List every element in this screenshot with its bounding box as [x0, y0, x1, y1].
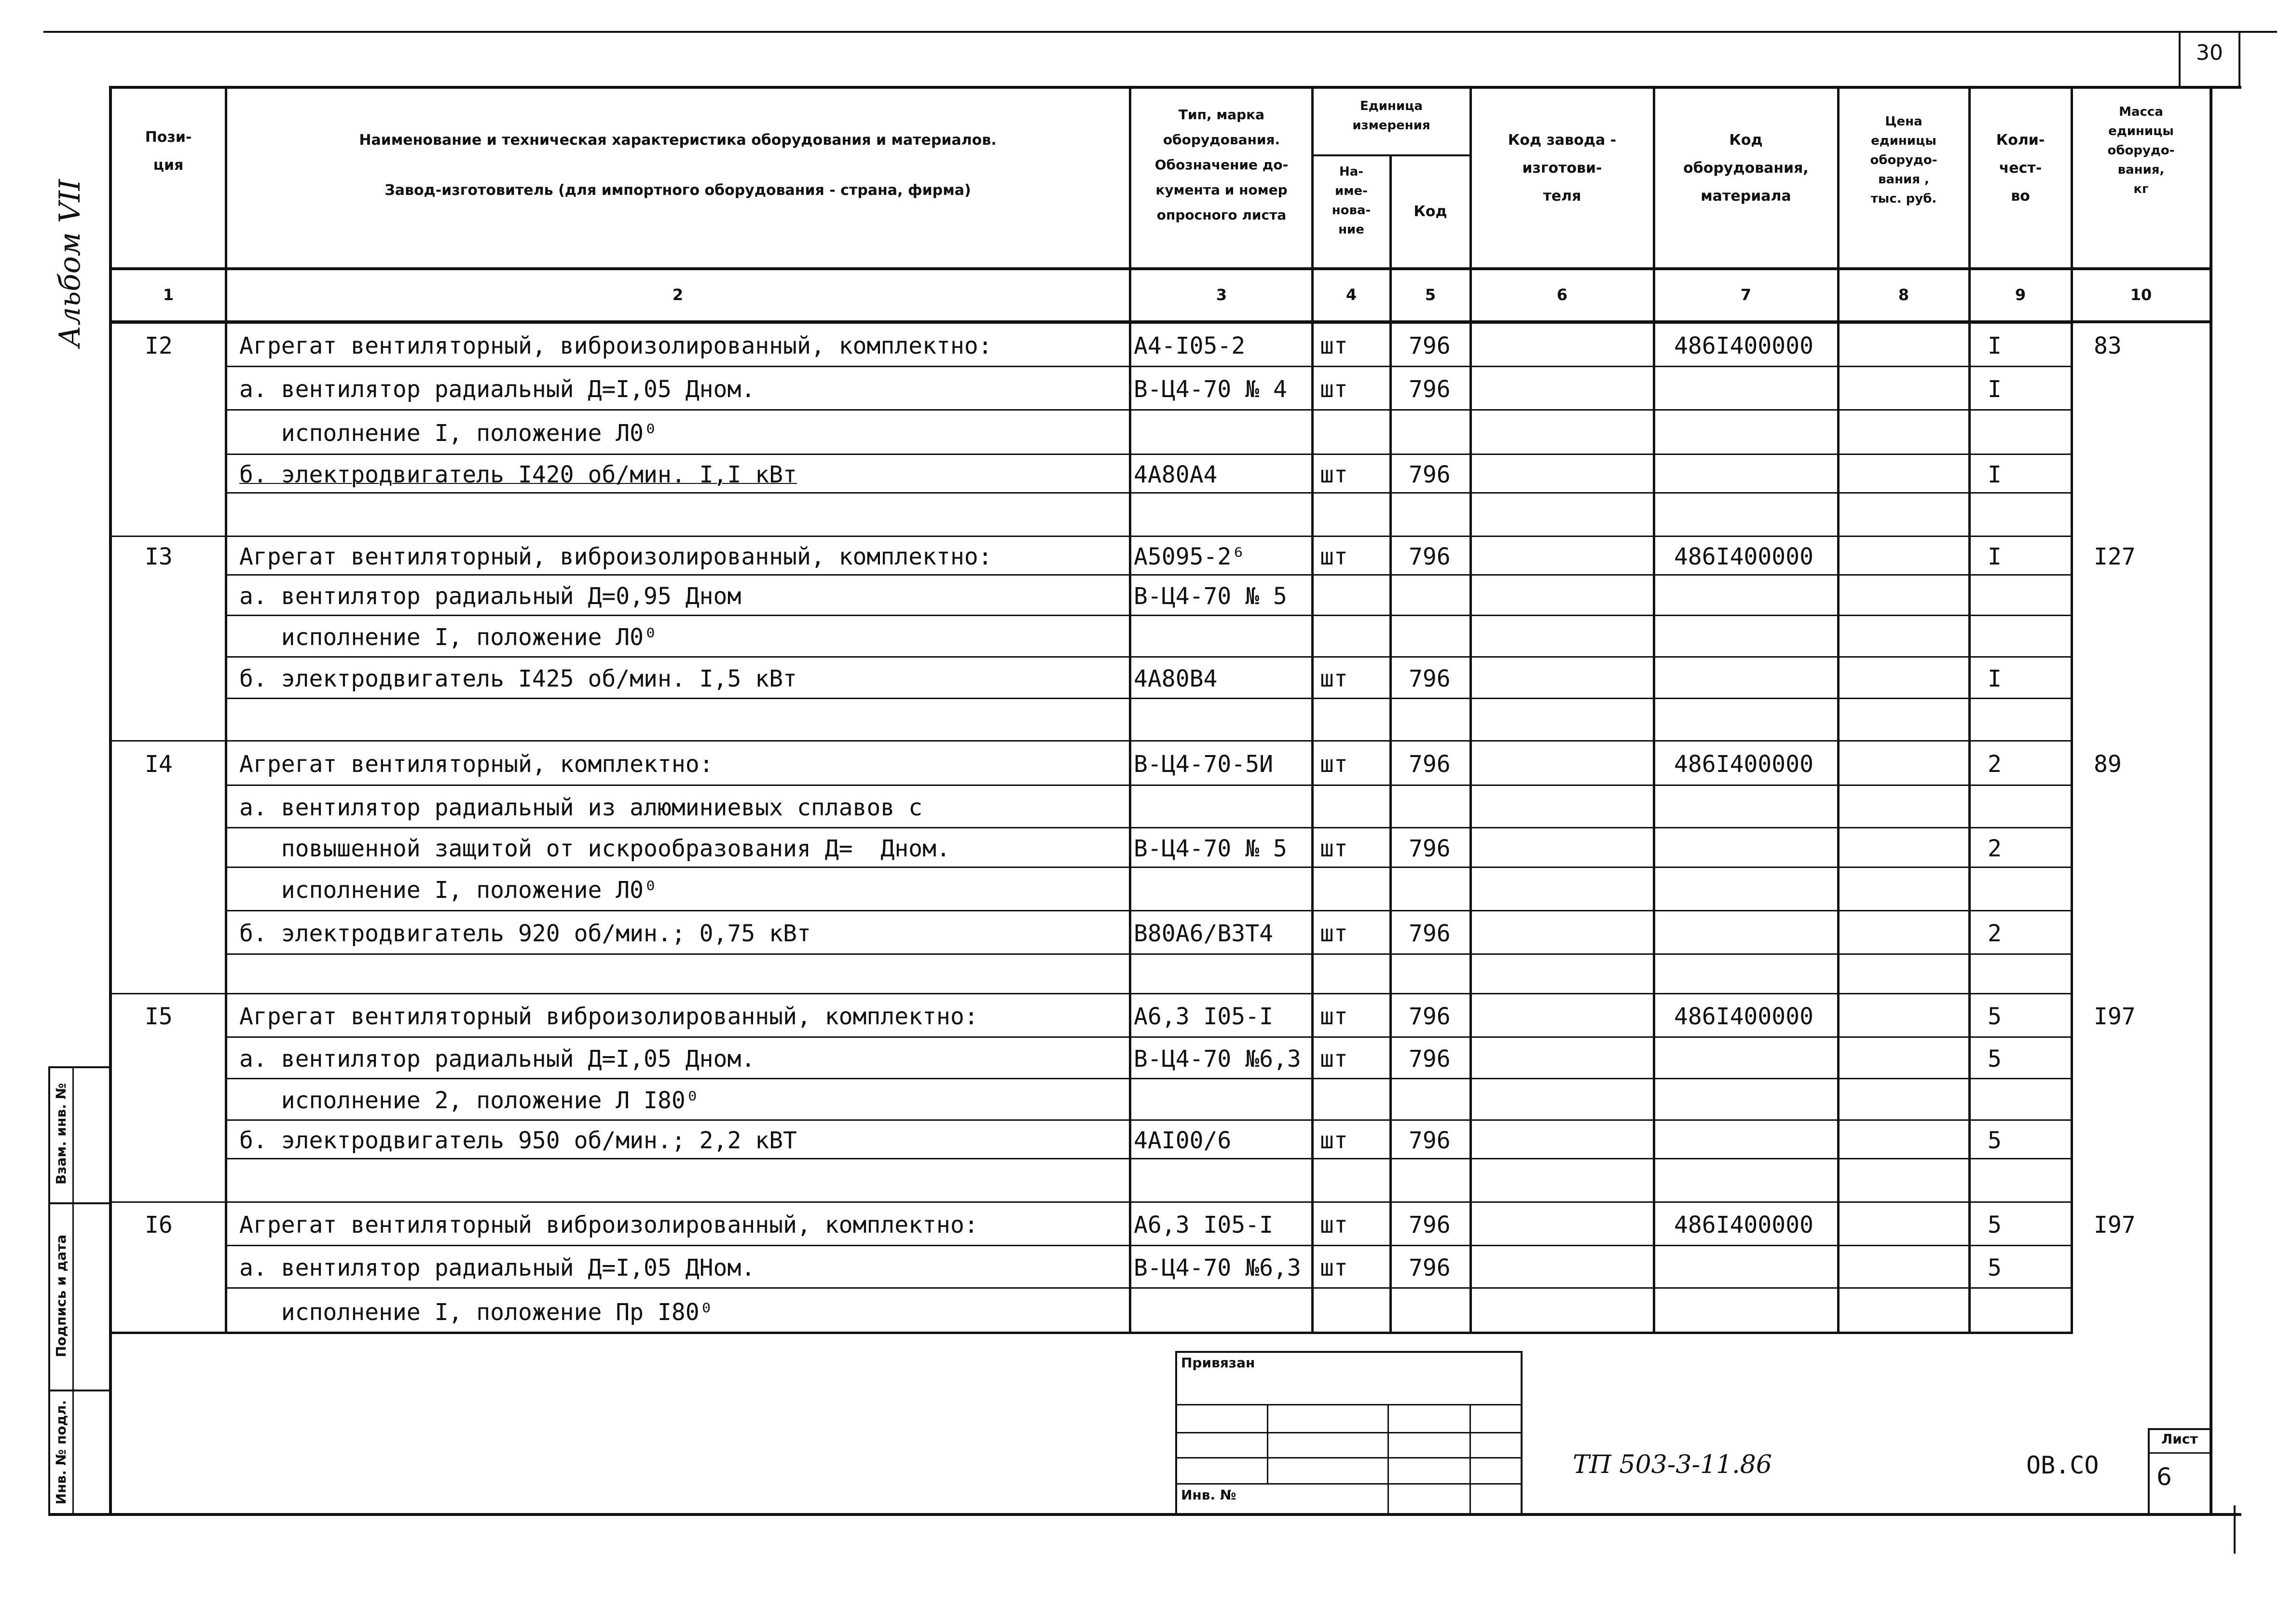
cell-type: 4А80В4 [1134, 665, 1218, 692]
cell-pos: I6 [145, 1211, 173, 1239]
cell-qty: 2 [1988, 835, 2002, 862]
header-price: Цена единицы оборудо- вания , тыс. руб. [1870, 114, 1937, 206]
cell-code: 796 [1409, 665, 1451, 692]
cell-type: 4А80А4 [1134, 461, 1218, 488]
page-number: 30 [2196, 41, 2223, 65]
row-rule [225, 656, 2073, 658]
cell-name: а. вентилятор радиальный Д=I,05 Дном. [239, 1046, 755, 1073]
cell-name: а. вентилятор радиальный Д=0,95 Дном [239, 583, 741, 610]
cell-type: В-Ц4-70 № 5 [1134, 835, 1287, 862]
row-rule [225, 1158, 2073, 1159]
cell-qty: 2 [1988, 751, 2002, 778]
cell-pos: I4 [145, 751, 173, 778]
row-rule [225, 1245, 2073, 1246]
row-rule [225, 492, 2073, 494]
row-rule [109, 322, 2073, 324]
cell-unit: шт [1320, 1003, 1348, 1030]
cell-mass: I97 [2094, 1211, 2136, 1239]
row-rule [225, 366, 2073, 367]
stamp-podpis: Подпись и дата [53, 1234, 69, 1358]
cell-mat: 486I400000 [1674, 543, 1813, 570]
cell-type: А4-I05-2 [1134, 332, 1246, 359]
cell-name: а. вентилятор радиальный Д=I,05 Дном. [239, 376, 755, 403]
row-rule [225, 784, 2073, 786]
cell-code: 796 [1409, 543, 1451, 570]
privyazan-label: Привязан [1181, 1355, 1255, 1371]
outer-top [109, 86, 2241, 89]
cell-name: Агрегат вентиляторный, виброизолированный, комплектно: [239, 332, 992, 359]
header-material-code: Код оборудования, материала [1683, 132, 1809, 205]
cell-qty: I [1988, 543, 2002, 570]
row-rule [225, 1078, 2073, 1079]
col-number: 5 [1425, 286, 1436, 304]
cell-name: исполнение I, положение Л0⁰ [239, 420, 658, 447]
cell-mat: 486I400000 [1674, 1003, 1813, 1030]
col-number: 3 [1216, 286, 1227, 304]
cell-pos: I3 [145, 543, 173, 570]
cell-name: Агрегат вентиляторный виброизолированный, комплектно: [239, 1211, 978, 1239]
cell-code: 796 [1409, 1046, 1451, 1073]
cell-name: а. вентилятор радиальный Д=I,05 ДНом. [239, 1254, 755, 1281]
cell-unit: шт [1320, 665, 1348, 692]
cell-name: Агрегат вентиляторный виброизолированный, комплектно: [239, 1003, 978, 1030]
cell-mass: I97 [2094, 1003, 2136, 1030]
cell-pos: I5 [145, 1003, 173, 1030]
cell-code: 796 [1409, 1003, 1451, 1030]
cell-unit: шт [1320, 543, 1348, 570]
cell-unit: шт [1320, 1211, 1348, 1239]
cell-qty: 5 [1988, 1127, 2002, 1154]
col-number: 1 [163, 286, 174, 304]
cell-code: 796 [1409, 376, 1451, 403]
row-rule [109, 1201, 2073, 1203]
cell-type: В-Ц4-70-5И [1134, 751, 1273, 778]
row-rule [225, 827, 2073, 828]
cell-name: Агрегат вентиляторный, комплектно: [239, 751, 714, 778]
cell-name: исполнение I, положение Пр I80⁰ [239, 1299, 714, 1326]
cell-code: 796 [1409, 332, 1451, 359]
document-code: ОВ.СО [2026, 1451, 2099, 1479]
header-unit-name: На- име- нова- ние [1332, 165, 1371, 237]
row-rule [225, 867, 2073, 868]
cell-name: исполнение 2, положение Л I80⁰ [239, 1087, 700, 1114]
cell-unit: шт [1320, 1127, 1348, 1154]
row-rule [225, 910, 2073, 911]
cell-qty: 2 [1988, 920, 2002, 947]
col-number: 2 [672, 286, 684, 304]
cell-name: исполнение I, положение Л0⁰ [239, 624, 658, 651]
row-rule [225, 574, 2073, 576]
cell-qty: I [1988, 461, 2002, 488]
cell-unit: шт [1320, 920, 1348, 947]
cell-unit: шт [1320, 332, 1348, 359]
header-unit-code: Код [1414, 203, 1447, 220]
cell-mass: 83 [2094, 332, 2122, 359]
cell-code: 796 [1409, 751, 1451, 778]
cell-type: 4АI00/6 [1134, 1127, 1232, 1154]
cell-qty: I [1988, 376, 2002, 403]
project-code: ТП 503-3-11.86 [1573, 1450, 1772, 1479]
row-rule [109, 740, 2073, 742]
row-rule [109, 993, 2073, 994]
col-number: 8 [1898, 286, 1909, 304]
stamp-inv-podl: Инв. № подл. [53, 1400, 69, 1505]
header-quantity: Коли- чест- во [1996, 132, 2045, 205]
row-rule [225, 454, 2073, 455]
header-factory-code: Код завода - изготови- теля [1508, 132, 1617, 205]
cell-type: В-Ц4-70 №6,3 [1134, 1046, 1301, 1073]
cell-unit: шт [1320, 1254, 1348, 1281]
row-rule [225, 953, 2073, 955]
cell-unit: шт [1320, 751, 1348, 778]
row-rule [225, 615, 2073, 616]
cell-unit: шт [1320, 1046, 1348, 1073]
cell-mat: 486I400000 [1674, 332, 1813, 359]
row-rule [225, 409, 2073, 411]
cell-type: В-Ц4-70 № 5 [1134, 583, 1287, 610]
cell-name: повышенной защитой от искрообразования Д= Дном. [239, 835, 950, 862]
header-name-line1: Наименование и техническая характеристика оборудования и материалов. [359, 132, 997, 149]
sheet-number: 6 [2156, 1463, 2172, 1491]
cell-code: 796 [1409, 920, 1451, 947]
cell-qty: 5 [1988, 1003, 2002, 1030]
cell-mass: 89 [2094, 751, 2122, 778]
cell-type: В-Ц4-70 № 4 [1134, 376, 1287, 403]
outer-bottom [48, 1513, 2241, 1516]
top-rule [43, 31, 2277, 33]
cell-name: б. электродвигатель I425 об/мин. I,5 кВт [239, 665, 797, 692]
cell-mat: 486I400000 [1674, 751, 1813, 778]
row-rule [225, 1119, 2073, 1121]
cell-mass: I27 [2094, 543, 2136, 570]
inv-no-label: Инв. № [1181, 1487, 1236, 1503]
cell-name: б. электродвигатель 920 об/мин.; 0,75 кВт [239, 920, 811, 947]
cell-pos: I2 [145, 332, 173, 359]
cell-name: а. вентилятор радиальный из алюминиевых сплавов с [239, 794, 923, 821]
cell-code: 796 [1409, 1127, 1451, 1154]
col-number: 10 [2130, 286, 2152, 304]
cell-qty: 5 [1988, 1211, 2002, 1239]
row-rule [225, 698, 2073, 699]
cell-name: б. электродвигатель 950 об/мин.; 2,2 кВТ [239, 1127, 797, 1154]
outer-right [2210, 86, 2212, 1516]
album-label: Альбом VII [53, 179, 87, 347]
header-mass: Масса единицы оборудо- вания, кг [2107, 105, 2175, 196]
header-name-line2: Завод-изготовитель (для импортного оборудования - страна, фирма) [384, 182, 971, 199]
cell-qty: I [1988, 665, 2002, 692]
header-position: Пози- ция [145, 129, 192, 174]
col-number: 7 [1740, 286, 1752, 304]
col-number: 6 [1556, 286, 1568, 304]
row-rule [225, 1287, 2073, 1289]
cell-type: В-Ц4-70 №6,3 [1134, 1254, 1301, 1281]
col-number: 9 [2015, 286, 2026, 304]
header-type: Тип, марка оборудования. Обозначение до- кумента и номер опросного листа [1154, 107, 1289, 223]
cell-unit: шт [1320, 835, 1348, 862]
sheet-label: Лист [2161, 1431, 2198, 1447]
cell-type: А5095-2⁶ [1134, 543, 1246, 570]
cell-code: 796 [1409, 461, 1451, 488]
cell-type: А6,3 I05-I [1134, 1003, 1273, 1030]
cell-qty: 5 [1988, 1254, 2002, 1281]
cell-type: В80А6/ВЗТ4 [1134, 920, 1273, 947]
cell-code: 796 [1409, 835, 1451, 862]
cell-code: 796 [1409, 1254, 1451, 1281]
cell-unit: шт [1320, 376, 1348, 403]
cell-qty: I [1988, 332, 2002, 359]
row-rule [109, 536, 2073, 537]
cell-qty: 5 [1988, 1046, 2002, 1073]
stamp-vzam: Взам. инв. № [53, 1083, 69, 1185]
cell-name: исполнение I, положение Л0⁰ [239, 877, 658, 904]
cell-unit: шт [1320, 461, 1348, 488]
cell-name: б. электродвигатель I420 об/мин. I,I кВт [239, 461, 797, 488]
header-unit: Единица измерения [1352, 99, 1430, 133]
right-ext [2234, 1505, 2236, 1554]
row-rule [225, 1036, 2073, 1038]
cell-mat: 486I400000 [1674, 1211, 1813, 1239]
col-number: 4 [1345, 286, 1357, 304]
cell-name: Агрегат вентиляторный, виброизолированный, комплектно: [239, 543, 992, 570]
cell-code: 796 [1409, 1211, 1451, 1239]
cell-type: А6,3 I05-I [1134, 1211, 1273, 1239]
